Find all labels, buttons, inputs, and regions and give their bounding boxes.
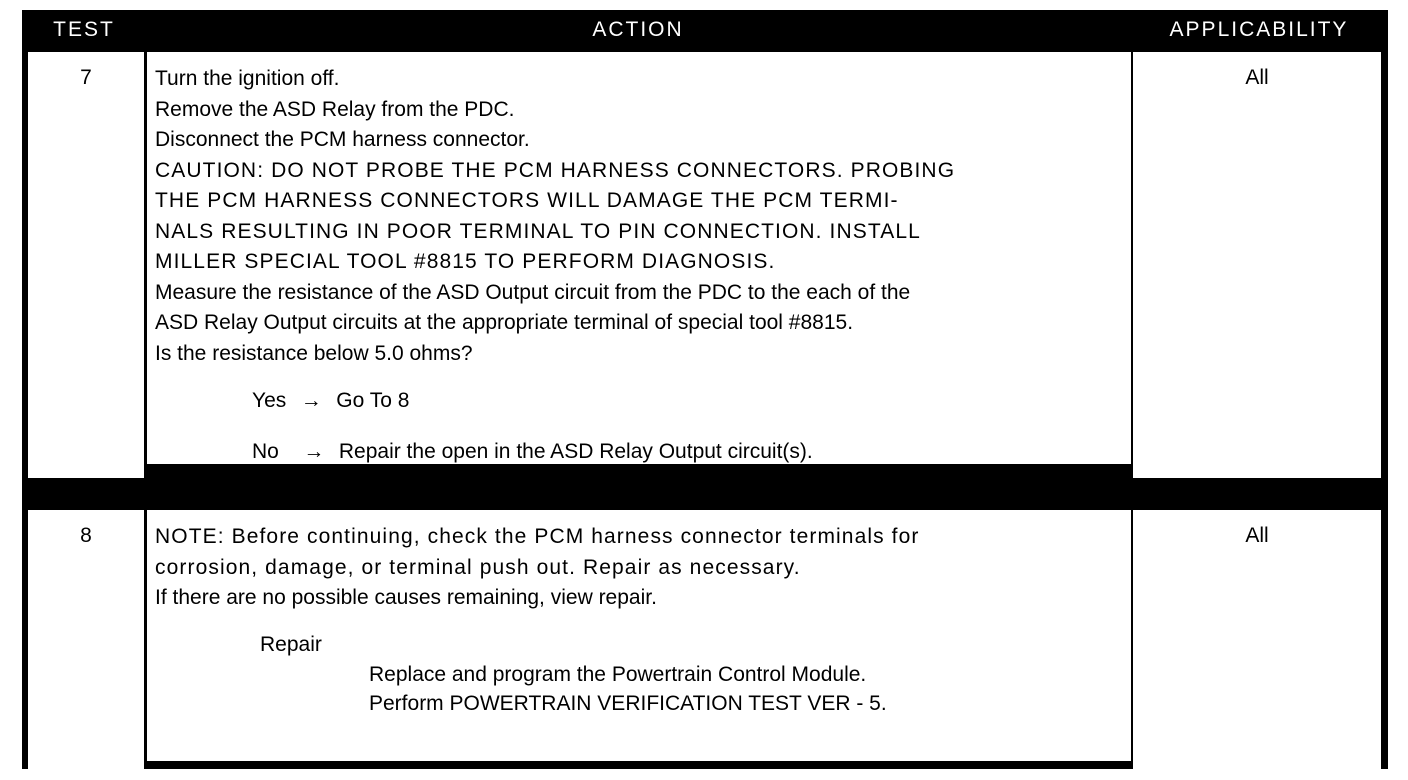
yes-result: Go To 8	[336, 389, 410, 412]
caution-line: THE PCM HARNESS CONNECTORS WILL DAMAGE THE PCM TERMI-	[155, 189, 899, 212]
repair-verification: Perform POWERTRAIN VERIFICATION TEST VER - 5.	[369, 692, 887, 715]
test-number-7: 7	[80, 66, 92, 89]
yes-label: Yes	[252, 389, 287, 412]
caution-line: NALS RESULTING IN POOR TERMINAL TO PIN CONNECTION. INSTALL	[155, 219, 921, 243]
yes-branch	[252, 386, 409, 416]
header-applicability: APPLICABILITY	[1169, 18, 1349, 41]
action-line: Disconnect the PCM harness connector.	[155, 128, 530, 151]
no-result: Repair the open in the ASD Relay Output circuit(s).	[338, 440, 813, 463]
action-line: Remove the ASD Relay from the PDC.	[155, 97, 515, 121]
applicability-cell-8	[1133, 510, 1381, 775]
action-line: If there are no possible causes remaining, view repair.	[155, 586, 657, 609]
applicability-value: All	[1245, 524, 1269, 547]
caution-line: CAUTION: DO NOT PROBE THE PCM HARNESS CONNECTORS. PROBING	[155, 158, 956, 182]
no-result-verification: Perform POWERTRAIN VERIFICATION TEST VER - 5.	[365, 470, 883, 493]
header-action: ACTION	[592, 18, 684, 41]
right-arrow-icon: →	[303, 440, 325, 463]
test-number-8: 8	[80, 524, 92, 547]
repair-text: Replace and program the Powertrain Control Module.	[369, 663, 867, 686]
note-line: NOTE: Before continuing, check the PCM harness connector terminals for	[155, 525, 920, 548]
repair-label: Repair	[260, 633, 322, 656]
no-label: No	[252, 440, 279, 463]
diagnostic-table	[22, 10, 1388, 769]
test-number	[28, 52, 144, 478]
action-cell-8	[147, 510, 1131, 761]
action-cell-7	[147, 52, 1131, 493]
applicability-cell-7	[1133, 52, 1381, 478]
applicability-value: All	[1245, 66, 1269, 89]
action-line: Turn the ignition off.	[155, 67, 340, 90]
action-line: Measure the resistance of the ASD Output circuit from the PDC to the each of the	[155, 280, 911, 304]
test-number	[28, 510, 144, 775]
right-arrow-icon: →	[300, 389, 322, 412]
note-line: corrosion, damage, or terminal push out. Repair as necessary.	[155, 555, 801, 579]
header-test: TEST	[53, 18, 115, 41]
action-line: Is the resistance below 5.0 ohms?	[155, 341, 473, 365]
caution-line: MILLER SPECIAL TOOL #8815 TO PERFORM DIAGNOSIS.	[155, 250, 776, 273]
no-branch	[252, 437, 813, 467]
action-line: ASD Relay Output circuits at the appropriate terminal of special tool #8815.	[155, 311, 854, 334]
